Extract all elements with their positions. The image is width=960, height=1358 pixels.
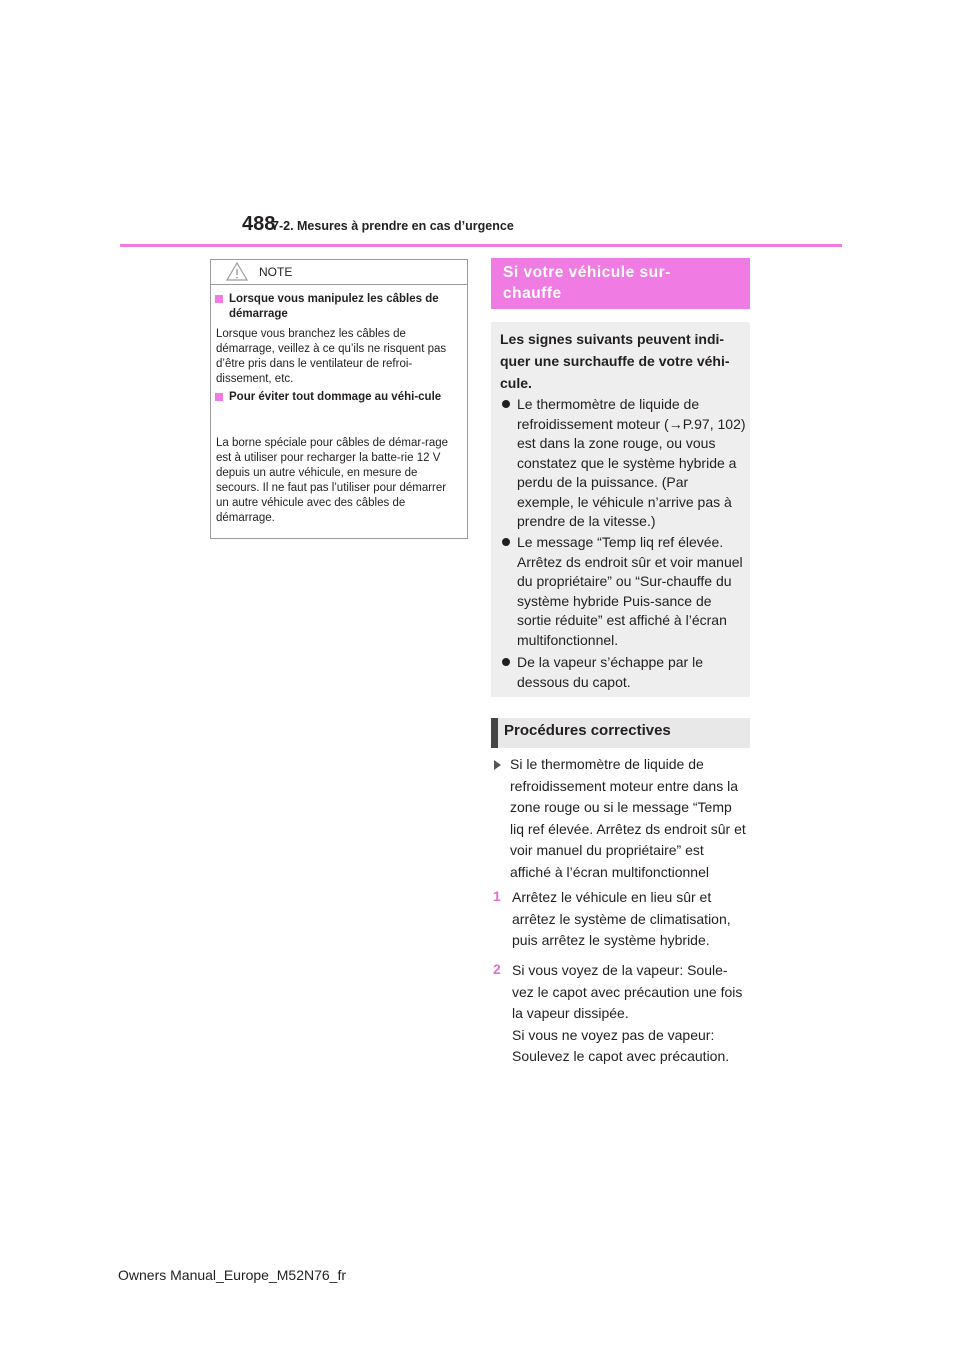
step-text: Arrêtez le véhicule en lieu sûr et arrêtez le système de climatisation, puis arrêtez le système hybride. (512, 889, 731, 948)
list-item-text: Le message “Temp liq ref élevée. Arrêtez ds endroit sûr et voir manuel du propriétaire” ou “Sur-chauffe du système hybride Puis-sance de sortie réduite” est affiché à l’écran multifonctionnel. (517, 534, 743, 648)
note-label: NOTE (259, 265, 293, 279)
page-number: 488 (242, 213, 276, 235)
note-item-title-text: Lorsque vous manipulez les câbles de démarrage (229, 293, 439, 320)
step-text-line: Si vous voyez de la vapeur: Soule-vez le capot avec précaution une fois la vapeur dissipée. (512, 962, 743, 1021)
footer: Owners Manual_Europe_M52N76_fr (118, 1267, 347, 1283)
list-item-text: De la vapeur s’échappe par le dessous du capot. (517, 654, 704, 690)
note-box (210, 259, 468, 539)
step-number: 2 (493, 961, 501, 977)
step-number: 1 (493, 888, 501, 904)
procedures-heading: Procédures correctives (491, 718, 750, 748)
step-text (512, 960, 748, 1068)
pink-square-icon (215, 393, 223, 401)
note-header (211, 260, 467, 285)
overheat-signs-box (491, 322, 750, 697)
list-item (500, 395, 746, 532)
triangle-arrow-icon (494, 760, 501, 770)
warning-triangle-icon (226, 262, 248, 281)
note-item-title-text: Pour éviter tout dommage au véhi-cule (229, 391, 442, 403)
overheat-heading (491, 258, 750, 309)
step-text-line: Si vous ne voyez pas de vapeur: Soulevez le capot avec précaution. (512, 1026, 730, 1064)
note-item-title-damage (215, 390, 455, 405)
section-header: 7-2. Mesures à prendre en cas d’urgence (272, 219, 514, 233)
overheat-heading-line1: Si votre véhicule sur- (503, 264, 671, 281)
note-item-title-cables (215, 292, 455, 322)
bullet-icon (502, 658, 510, 666)
pink-square-icon (215, 295, 223, 303)
note-item-body-damage: La borne spéciale pour câbles de démar-rage est à utiliser pour recharger la batte-rie 12 V depuis un autre véhicule, en mesure de secours. Il ne faut pas l’utiliser pour démarrer un autre véhicule avec des câbles de démarrage. (216, 437, 449, 524)
header-rule (120, 244, 842, 247)
overheat-heading-line2: chauffe (503, 285, 562, 302)
list-item-text: Le thermomètre de liquide de refroidissement moteur (→P.97, 102) est dans la zone rouge, ou vous constatez que le système hybride a perdu de la puissance. (Par exemple, le véhicule n’arrive pas à prendre de la vitesse.) (517, 396, 746, 529)
procedure-condition: Si le thermomètre de liquide de refroidissement moteur entre dans la zone rouge ou si le message “Temp liq ref élevée. Arrêtez ds endroit sûr et voir manuel du propriétaire” est affiché à l’écran multifonctionnel (510, 756, 746, 880)
bullet-icon (502, 400, 510, 408)
list-item (500, 653, 746, 692)
overheat-signs-intro: Les signes suivants peuvent indi-quer une surchauffe de votre véhi-cule. (500, 331, 730, 391)
note-item-body-cables: Lorsque vous branchez les câbles de démarrage, veillez à ce qu’ils ne risquent pas d’être pris dans le ventilateur de refroi-dissement, etc. (216, 328, 447, 385)
list-item (500, 533, 746, 650)
bullet-icon (502, 538, 510, 546)
